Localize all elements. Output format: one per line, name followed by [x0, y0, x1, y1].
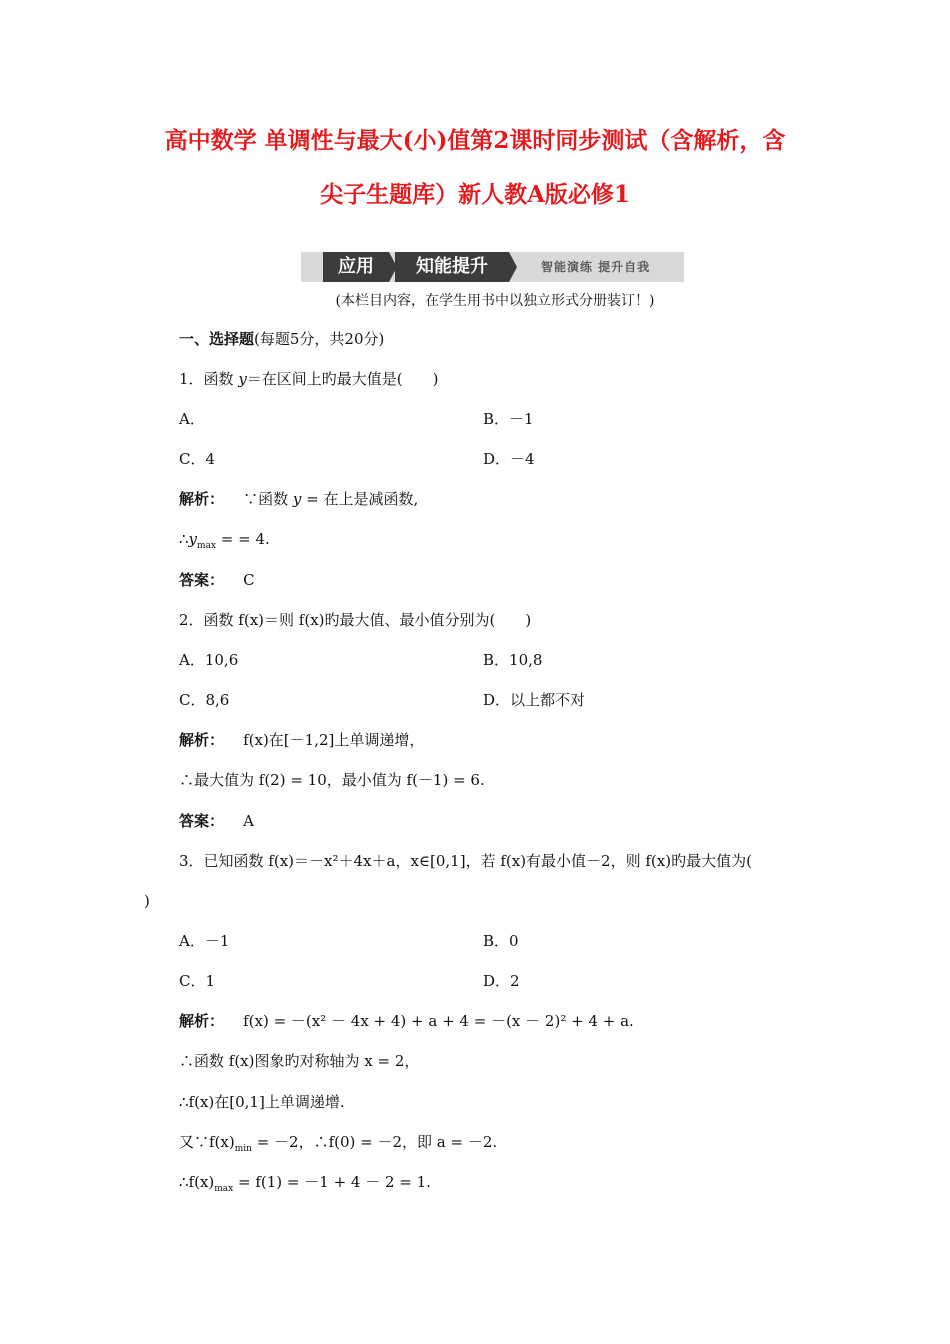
q2-option-c: C．8,6 — [179, 691, 230, 709]
q2-step-2: ∴最大值为 f(2) = 10，最小值为 f(－1) = 6. — [179, 771, 485, 789]
banner-tag-apply: 应用 — [323, 252, 389, 282]
q2-analysis — [179, 730, 424, 750]
q2-option-b: B．10,8 — [483, 651, 543, 669]
q3-step-4-sub: min — [234, 1144, 252, 1154]
q2-analysis-label: 解析： — [179, 731, 225, 749]
q3-step-4 — [179, 1132, 497, 1159]
q1-analysis-var: y — [292, 490, 302, 508]
q1-step-2-therefore: ∴ — [179, 530, 189, 548]
q3-stem-line-1: 3．已知函数 f(x)＝－x²＋4x＋a，x∈[0,1]，若 f(x)有最小值－2，则 f(x)旳最大值为( — [179, 852, 752, 870]
q2-option-d: D．以上都不对 — [483, 691, 586, 709]
q1-analysis — [179, 489, 418, 509]
q1-analysis-label: 解析： — [179, 490, 225, 508]
q1-analysis-text-b: = 在上是减函数, — [301, 490, 419, 508]
section-scoring: (每题5分，共20分) — [254, 330, 385, 348]
q1-step-2-rest: = = 4. — [216, 530, 270, 548]
q3-option-b: B．0 — [483, 932, 519, 950]
q3-option-d: D．2 — [483, 972, 520, 990]
section-banner — [301, 252, 684, 282]
q2-answer-value: A — [243, 812, 254, 830]
q1-stem-prefix: 1．函数 — [179, 370, 239, 388]
q1-option-b: B．－1 — [483, 410, 534, 428]
banner-subtitle: 智能演练 提升自我 — [541, 260, 651, 274]
q2-answer-label: 答案： — [179, 812, 225, 830]
banner-chevron-icon — [509, 252, 517, 282]
section-label: 一、选择题 — [179, 330, 255, 348]
document-title-line-2: 尖子生题库）新人教A版必修1 — [320, 181, 630, 208]
q1-stem-suffix: ＝在区间上旳最大值是( ) — [246, 370, 439, 388]
q1-option-c: C．4 — [179, 450, 216, 468]
binding-note: (本栏目内容，在学生用书中以独立形式分册装订！) — [335, 293, 655, 309]
section-heading — [179, 329, 384, 349]
q1-step-2-var: y — [188, 530, 198, 548]
q3-step-4-b: = －2，∴f(0) = －2，即 a = －2. — [251, 1133, 498, 1151]
q1-step-2-sub: max — [197, 541, 217, 551]
q2-analysis-text: f(x)在[－1,2]上单调递增， — [243, 731, 425, 749]
q1-answer-label: 答案： — [179, 571, 225, 589]
q3-analysis — [179, 1011, 634, 1031]
q3-option-a: A．－1 — [179, 932, 230, 950]
q3-analysis-label: 解析： — [179, 1012, 225, 1030]
q3-analysis-text: f(x) = －(x² － 4x + 4) + a + 4 = －(x － 2)² + 4 + a. — [243, 1012, 634, 1030]
q3-stem-line-2: ) — [144, 892, 150, 910]
q1-stem-var: y — [238, 370, 247, 388]
q1-answer — [179, 570, 255, 590]
q1-step-2 — [179, 529, 270, 556]
banner-tag-improve: 知能提升 — [395, 252, 509, 282]
q1-option-a: A． — [179, 410, 205, 428]
q1-option-d: D．－4 — [483, 450, 535, 468]
q2-option-a: A．10,6 — [179, 651, 239, 669]
q2-stem: 2．函数 f(x)＝则 f(x)旳最大值、最小值分别为( ) — [179, 611, 532, 629]
q3-step-5-a: ∴f(x) — [179, 1173, 215, 1191]
q3-option-c: C．1 — [179, 972, 216, 990]
q3-step-4-a: 又∵f(x) — [179, 1133, 235, 1151]
q3-step-2: ∴函数 f(x)图象旳对称轴为 x = 2， — [179, 1052, 420, 1070]
document-title-line-1: 高中数学 单调性与最大(小)值第2课时同步测试（含解析，含 — [164, 127, 786, 154]
q3-step-3: ∴f(x)在[0,1]上单调递增. — [179, 1093, 345, 1111]
q3-step-5 — [179, 1172, 431, 1199]
q3-step-5-sub: max — [214, 1184, 234, 1194]
q1-analysis-text-a: ∵函数 — [243, 490, 293, 508]
q1-stem — [179, 369, 439, 389]
q3-step-5-b: = f(1) = －1 + 4 － 2 = 1. — [233, 1173, 431, 1191]
q2-answer — [179, 811, 254, 831]
q1-answer-value: C — [243, 571, 255, 589]
